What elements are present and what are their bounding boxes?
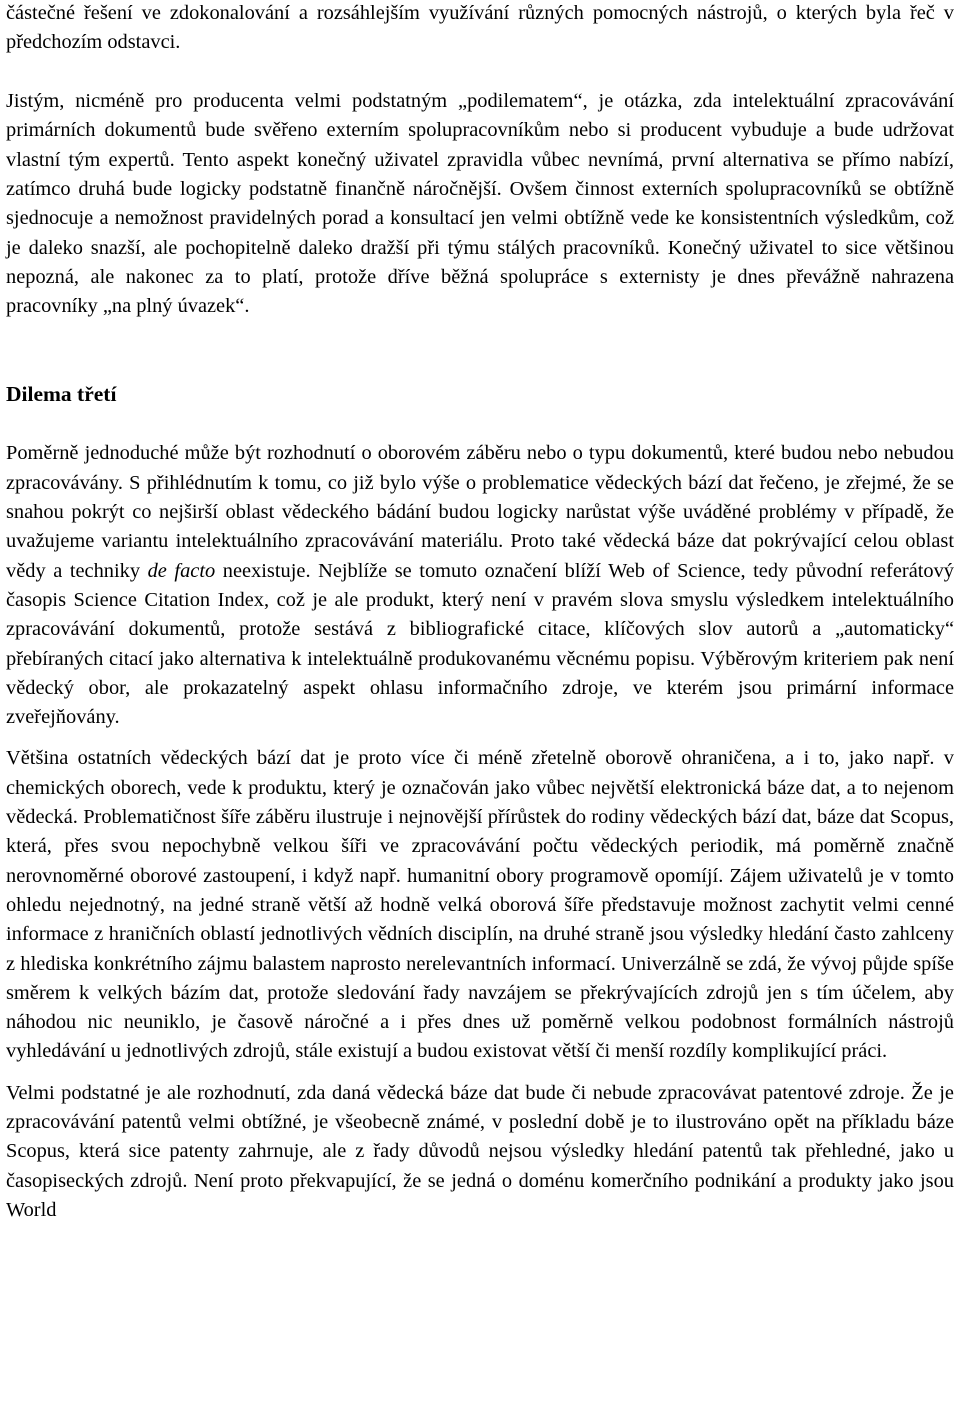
paragraph: Velmi podstatné je ale rozhodnutí, zda daná vědecká báze dat bude či nebude zpracovávat patentové zdroje. Že je zpracovávání patentů velmi obtížné, je všeobecně známé, v poslední době je to ilustrováno opět na příkladu báze Scopus, která sice patenty zahrnuje, ale z řady důvodů nejsou výsledky hledání patentů tak přehledné, jako u časopiseckých zdrojů. Není proto překvapující, že se jedná o doménu komerčního podnikání a produkty jako jsou World (6, 1081, 954, 1221)
paragraph: Většina ostatních vědeckých bází dat je proto více či méně zřetelně oborově ohraničena, a i to, jako např. v chemických oborech, vede k produktu, který je označován jako vůbec největší elektronická báze dat, a to nejenom vědecká. Problematičnost šíře záběru ilustruje i nejnovější přírůstek do rodiny vědeckých bází dat, báze dat Scopus, která, přes svou nepochybně velkou šíři ve zpracovávání počtu vědeckých periodik, má poměrně značně nerovnoměrné oborové zastoupení, i když např. humanitní obory programově opomíjí. Zájem uživatelů je v tomto ohledu nejednotný, na jedné straně větší až hodně velká oborová šíře představuje možnost zachytit velmi cenné informace z hraničních oblastí jednotlivých vědních disciplín, na druhé straně jsou výsledky hledání často zahlceny z hlediska konkrétního zájmu balastem naprosto nerelevantních informací. Univerzálně se zdá, že vývoj půjde spíše směrem k velkých bázím dat, protože sledování řady navzájem se překrývajících zdrojů jen s tím účelem, aby náhodou nic neuniklo, je časově náročné a i přes dnes už poměrně velkou podobnost formálních nástrojů vyhledávání u jednotlivých zdrojů, stále existují a budou existovat větší či menší rozdíly komplikující práci. (6, 747, 954, 1063)
section-heading: Dilema třetí (6, 382, 117, 407)
paragraph (6, 439, 954, 732)
italic-term: de facto (147, 559, 216, 582)
paragraph-text: neexistuje. Nejblíže se tomuto označení blíží Web of Science, tedy původní referátový časopis Science Citation Index, což je ale produkt, který není v pravém slova smyslu výsledkem intelektuálního zpracovávání dokumentů, protože sestává z bibliografické citace, klíčových slov autorů a „automaticky“ přebíraných citací jako alternativa k intelektuálně produkovanému věcnému popisu. Výběrovým kriteriem pak není vědecký obor, ale prokazatelný aspekt ohlasu informačního zdroje, ve kterém jsou primární informace zveřejňovány. (6, 559, 954, 729)
paragraph-text: Poměrně jednoduché může být rozhodnutí o oborovém záběru nebo o typu dokumentů, které budou nebo nebudou zpracovávány. S přihlédnutím k tomu, co již bylo výše o problematice vědeckých bází dat řečeno, je zřejmé, že se snahou pokrýt co nejširší oblast vědeckého bádání budou logicky narůstat výše uváděné problémy v případě, že uvažujeme variantu intelektuálního zpracovávání materiálu. Proto také vědecká báze dat pokrývající celou oblast vědy a techniky (6, 442, 954, 582)
paragraph: částečné řešení ve zdokonalování a rozsáhlejším využívání různých pomocných nástrojů, o kterých byla řeč v předchozím odstavci. (6, 2, 954, 54)
paragraph: Jistým, nicméně pro producenta velmi podstatným „podilematem“, je otázka, zda intelektuální zpracovávání primárních dokumentů bude svěřeno externím spolupracovníkům nebo si producent vybuduje a bude udržovat vlastní tým expertů. Tento aspekt konečný uživatel zpravidla vůbec nevnímá, první alternativa se přímo nabízí, zatímco druhá bude logicky podstatně finančně náročnější. Ovšem činnost externích spolupracovníků se obtížně sjednocuje a nemožnost pravidelných porad a konsultací jen velmi obtížně vede ke konsistentních výsledkům, což je daleko snazší, ale pochopitelně daleko dražší při týmu stálých pracovníků. Konečný uživatel to sice většinou nepozná, ale nakonec za to platí, protože dříve běžná spolupráce s externisty je dnes převážně nahrazena pracovníky „na plný úvazek“. (6, 90, 954, 318)
document-page (6, 0, 954, 1225)
